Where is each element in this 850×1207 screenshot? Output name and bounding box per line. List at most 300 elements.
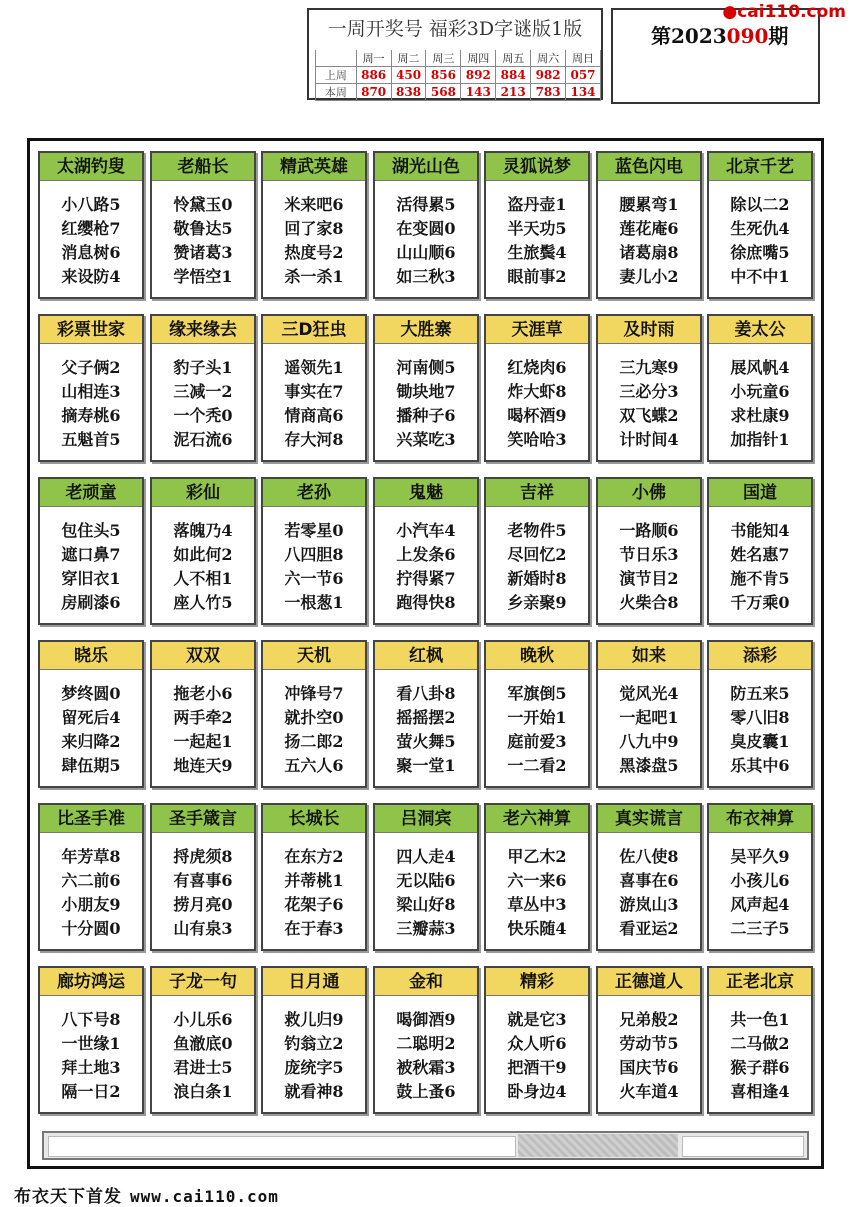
puzzle-line: 热度号2 — [284, 243, 344, 262]
site-logo[interactable] — [720, 0, 850, 26]
puzzle-line: 游岚山3 — [619, 895, 679, 914]
puzzle-card-title: 天涯草 — [486, 316, 588, 344]
puzzle-card — [484, 966, 590, 1114]
draw-number: 450 — [391, 67, 426, 84]
issue-prefix: 第2023 — [651, 24, 727, 48]
puzzle-line: 红烧肉6 — [507, 358, 567, 377]
puzzle-line: 六一来6 — [507, 871, 567, 890]
puzzle-line: 军旗倒5 — [507, 684, 567, 703]
draw-number: 886 — [356, 67, 391, 84]
puzzle-line: 遮口鼻7 — [61, 545, 121, 564]
puzzle-line: 萤火舞5 — [396, 732, 456, 751]
puzzle-card-title: 布衣神算 — [709, 805, 811, 833]
puzzle-line: 风声起4 — [730, 895, 790, 914]
puzzle-line: 在东方2 — [284, 847, 344, 866]
puzzle-card-lines — [375, 519, 477, 615]
puzzle-card-title: 晚秋 — [486, 642, 588, 670]
weekly-draw-title: 一周开奖号 福彩3D字谜版1版 — [327, 18, 583, 40]
puzzle-line: 八四胆8 — [284, 545, 344, 564]
last-week-row — [316, 67, 601, 84]
puzzle-line: 求杜康9 — [730, 406, 790, 425]
puzzle-line: 除以二2 — [730, 195, 790, 214]
puzzle-line: 六二前6 — [61, 871, 121, 890]
puzzle-line: 眼前事2 — [507, 267, 567, 286]
puzzle-line: 并蒂桃1 — [284, 871, 344, 890]
puzzle-card — [707, 314, 813, 462]
puzzle-line: 看亚运2 — [619, 919, 679, 938]
puzzle-card — [484, 477, 590, 625]
puzzle-line: 摘寿桃6 — [61, 406, 121, 425]
puzzle-card-lines — [709, 1008, 811, 1104]
puzzle-card-title: 老六神算 — [486, 805, 588, 833]
puzzle-card-title: 灵狐说梦 — [486, 153, 588, 181]
draw-number: 856 — [426, 67, 461, 84]
puzzle-line: 包住头5 — [61, 521, 121, 540]
puzzle-line: 摇摇摆2 — [396, 708, 456, 727]
puzzle-line: 来归降2 — [61, 732, 121, 751]
puzzle-card-title: 老船长 — [152, 153, 254, 181]
puzzle-card-lines — [709, 519, 811, 615]
puzzle-card-lines — [375, 1008, 477, 1104]
puzzle-card-title: 大胜寨 — [375, 316, 477, 344]
puzzle-line: 红缨枪7 — [61, 219, 121, 238]
puzzle-line: 三必分3 — [619, 382, 679, 401]
puzzle-line: 拜土地3 — [61, 1058, 121, 1077]
puzzle-line: 在变圆0 — [396, 219, 456, 238]
puzzle-card — [373, 803, 479, 951]
puzzle-line: 八九中9 — [619, 732, 679, 751]
puzzle-card-title: 添彩 — [709, 642, 811, 670]
puzzle-line: 救儿归9 — [284, 1010, 344, 1029]
puzzle-card-title: 国道 — [709, 479, 811, 507]
weekly-draw-table — [315, 50, 601, 101]
puzzle-card — [38, 803, 144, 951]
puzzle-card-lines — [152, 356, 254, 452]
puzzle-card-lines — [263, 519, 365, 615]
puzzle-line: 诸葛扇8 — [619, 243, 679, 262]
puzzle-card-lines — [263, 845, 365, 941]
puzzle-card-title: 正老北京 — [709, 968, 811, 996]
puzzle-line: 穿旧衣1 — [61, 569, 121, 588]
footer-text: 布衣天下首发 — [14, 1187, 122, 1207]
puzzle-line: 老物件5 — [507, 521, 567, 540]
puzzle-card-title: 蓝色闪电 — [598, 153, 700, 181]
puzzle-line: 双飞蝶2 — [619, 406, 679, 425]
puzzle-card — [373, 640, 479, 788]
puzzle-line: 共一色1 — [730, 1010, 790, 1029]
puzzle-line: 庞统字5 — [284, 1058, 344, 1077]
puzzle-line: 炸大虾8 — [507, 382, 567, 401]
puzzle-card-title: 吉祥 — [486, 479, 588, 507]
puzzle-card — [596, 151, 702, 299]
day-label: 周一 — [356, 50, 391, 67]
puzzle-line: 众人听6 — [507, 1034, 567, 1053]
puzzle-card-title: 彩仙 — [152, 479, 254, 507]
puzzle-card-lines — [598, 193, 700, 289]
puzzle-line: 兄弟般2 — [619, 1010, 679, 1029]
puzzle-line: 千万乘0 — [730, 593, 790, 612]
puzzle-line: 小孩儿6 — [730, 871, 790, 890]
puzzle-card — [38, 477, 144, 625]
puzzle-line: 情商高6 — [284, 406, 344, 425]
puzzle-card-lines — [263, 1008, 365, 1104]
draw-number: 892 — [461, 67, 496, 84]
puzzle-card-lines — [375, 682, 477, 778]
puzzle-line: 钓翁立2 — [284, 1034, 344, 1053]
puzzle-line: 腰累弯1 — [619, 195, 679, 214]
puzzle-line: 无以陆6 — [396, 871, 456, 890]
puzzle-line: 喝杯酒9 — [507, 406, 567, 425]
puzzle-card-lines — [486, 845, 588, 941]
puzzle-line: 乐其中6 — [730, 756, 790, 775]
puzzle-card — [261, 966, 367, 1114]
day-header-row — [316, 50, 601, 67]
puzzle-card-lines — [598, 1008, 700, 1104]
puzzle-line: 六一节6 — [284, 569, 344, 588]
puzzle-card-title: 天机 — [263, 642, 365, 670]
puzzle-card-lines — [40, 682, 142, 778]
puzzle-card-lines — [486, 193, 588, 289]
row-label: 本周 — [316, 84, 357, 101]
puzzle-line: 二聪明2 — [396, 1034, 456, 1053]
puzzle-line: 小玩童6 — [730, 382, 790, 401]
puzzle-line: 施不肯5 — [730, 569, 790, 588]
draw-number: 057 — [566, 67, 601, 84]
puzzle-line: 扬二郎2 — [284, 732, 344, 751]
puzzle-line: 如此何2 — [173, 545, 233, 564]
puzzle-card-lines — [598, 356, 700, 452]
draw-number: 783 — [531, 84, 566, 101]
puzzle-card-title: 长城长 — [263, 805, 365, 833]
draw-number: 134 — [566, 84, 601, 101]
draw-number: 884 — [496, 67, 531, 84]
puzzle-line: 觉风光4 — [619, 684, 679, 703]
puzzle-line: 卧身边4 — [507, 1082, 567, 1101]
puzzle-card — [484, 151, 590, 299]
puzzle-card — [38, 151, 144, 299]
puzzle-card-lines — [152, 1008, 254, 1104]
puzzle-card-lines — [152, 193, 254, 289]
puzzle-card-lines — [263, 682, 365, 778]
puzzle-card — [150, 477, 256, 625]
logo-text: cai110.com — [737, 2, 846, 22]
puzzle-line: 莲花庵6 — [619, 219, 679, 238]
puzzle-line: 君进士5 — [173, 1058, 233, 1077]
puzzle-card — [596, 803, 702, 951]
puzzle-line: 兴菜吃3 — [396, 430, 456, 449]
footer — [14, 1182, 279, 1207]
day-label: 周三 — [426, 50, 461, 67]
issue-number: 090 — [726, 24, 769, 48]
puzzle-line: 小朋友9 — [61, 895, 121, 914]
puzzle-card — [596, 640, 702, 788]
puzzle-line: 三九寒9 — [619, 358, 679, 377]
puzzle-line: 一根葱1 — [284, 593, 344, 612]
puzzle-card-title: 金和 — [375, 968, 477, 996]
bottom-bar — [42, 1131, 809, 1160]
draw-number: 213 — [496, 84, 531, 101]
puzzle-line: 隔一日2 — [61, 1082, 121, 1101]
puzzle-card — [150, 640, 256, 788]
puzzle-line: 节日乐3 — [619, 545, 679, 564]
day-label: 周六 — [531, 50, 566, 67]
puzzle-card — [484, 640, 590, 788]
puzzle-line: 草丛中3 — [507, 895, 567, 914]
puzzle-line: 地连天9 — [173, 756, 233, 775]
puzzle-card-lines — [486, 356, 588, 452]
puzzle-line: 捞月亮0 — [173, 895, 233, 914]
puzzle-line: 甲乙木2 — [507, 847, 567, 866]
puzzle-line: 拖老小6 — [173, 684, 233, 703]
puzzle-line: 中不中1 — [730, 267, 790, 286]
puzzle-line: 徐庶嘴5 — [730, 243, 790, 262]
puzzle-line: 消息树6 — [61, 243, 121, 262]
puzzle-line: 喜相逢4 — [730, 1082, 790, 1101]
puzzle-board — [27, 138, 824, 1169]
puzzle-line: 拧得紧7 — [396, 569, 456, 588]
puzzle-card — [150, 314, 256, 462]
puzzle-line: 事实在7 — [284, 382, 344, 401]
puzzle-card-title: 如来 — [598, 642, 700, 670]
puzzle-card-lines — [486, 1008, 588, 1104]
puzzle-card — [707, 966, 813, 1114]
puzzle-line: 被秋霜3 — [396, 1058, 456, 1077]
puzzle-line: 演节目2 — [619, 569, 679, 588]
bottom-bar-pattern — [518, 1134, 678, 1157]
puzzle-card-lines — [486, 682, 588, 778]
puzzle-line: 一个秃0 — [173, 406, 233, 425]
puzzle-line: 零八旧8 — [730, 708, 790, 727]
puzzle-line: 浪白条1 — [173, 1082, 233, 1101]
puzzle-line: 米来吧6 — [284, 195, 344, 214]
puzzle-line: 泥石流6 — [173, 430, 233, 449]
puzzle-line: 黑漆盘5 — [619, 756, 679, 775]
puzzle-line: 国庆节6 — [619, 1058, 679, 1077]
puzzle-line: 臭皮囊1 — [730, 732, 790, 751]
puzzle-card-title: 太湖钓叟 — [40, 153, 142, 181]
puzzle-line: 就是它3 — [507, 1010, 567, 1029]
puzzle-card-lines — [152, 519, 254, 615]
day-label: 周四 — [461, 50, 496, 67]
puzzle-card-title: 三D狂虫 — [263, 316, 365, 344]
day-label: 周五 — [496, 50, 531, 67]
puzzle-line: 妻儿小2 — [619, 267, 679, 286]
puzzle-line: 盗丹壶1 — [507, 195, 567, 214]
puzzle-line: 两手牵2 — [173, 708, 233, 727]
puzzle-card — [261, 803, 367, 951]
day-label: 周二 — [391, 50, 426, 67]
puzzle-line: 杀一杀1 — [284, 267, 344, 286]
puzzle-card-lines — [375, 845, 477, 941]
puzzle-card-title: 日月通 — [263, 968, 365, 996]
puzzle-card — [484, 803, 590, 951]
puzzle-card — [707, 803, 813, 951]
puzzle-line: 书能知4 — [730, 521, 790, 540]
puzzle-line: 存大河8 — [284, 430, 344, 449]
puzzle-line: 半天功5 — [507, 219, 567, 238]
puzzle-line: 山相连3 — [61, 382, 121, 401]
puzzle-line: 加指针1 — [730, 430, 790, 449]
puzzle-card — [596, 477, 702, 625]
puzzle-card-lines — [598, 519, 700, 615]
puzzle-line: 锄块地7 — [396, 382, 456, 401]
puzzle-card — [261, 151, 367, 299]
puzzle-card — [373, 314, 479, 462]
puzzle-line: 把酒干9 — [507, 1058, 567, 1077]
puzzle-card — [373, 477, 479, 625]
puzzle-line: 就看神8 — [284, 1082, 344, 1101]
puzzle-line: 怜黛玉0 — [173, 195, 233, 214]
puzzle-line: 赞诸葛3 — [173, 243, 233, 262]
puzzle-line: 来设防4 — [61, 267, 121, 286]
bottom-bar-right-panel — [682, 1136, 804, 1157]
puzzle-line: 学悟空1 — [173, 267, 233, 286]
puzzle-card — [150, 803, 256, 951]
puzzle-line: 五六人6 — [284, 756, 344, 775]
puzzle-card-lines — [40, 356, 142, 452]
puzzle-line: 梁山好8 — [396, 895, 456, 914]
puzzle-line: 若零星0 — [284, 521, 344, 540]
puzzle-card-lines — [152, 845, 254, 941]
puzzle-line: 八下号8 — [61, 1010, 121, 1029]
puzzle-card-lines — [263, 356, 365, 452]
puzzle-card-title: 老顽童 — [40, 479, 142, 507]
puzzle-card — [38, 640, 144, 788]
puzzle-line: 劳动节5 — [619, 1034, 679, 1053]
puzzle-card-lines — [709, 193, 811, 289]
puzzle-card-title: 真实谎言 — [598, 805, 700, 833]
puzzle-card — [373, 966, 479, 1114]
puzzle-line: 四人走4 — [396, 847, 456, 866]
puzzle-card — [707, 151, 813, 299]
puzzle-card — [707, 640, 813, 788]
puzzle-card-lines — [709, 356, 811, 452]
puzzle-line: 一路顺6 — [619, 521, 679, 540]
puzzle-line: 二马做2 — [730, 1034, 790, 1053]
puzzle-card — [261, 477, 367, 625]
puzzle-line: 上发条6 — [396, 545, 456, 564]
puzzle-line: 梦终圆0 — [61, 684, 121, 703]
puzzle-card-lines — [375, 356, 477, 452]
puzzle-line: 聚一堂1 — [396, 756, 456, 775]
puzzle-line: 播种子6 — [396, 406, 456, 425]
puzzle-line: 五魁首5 — [61, 430, 121, 449]
puzzle-line: 山山顺6 — [396, 243, 456, 262]
puzzle-card-lines — [152, 682, 254, 778]
puzzle-line: 猴子群6 — [730, 1058, 790, 1077]
draw-number: 568 — [426, 84, 461, 101]
puzzle-line: 生旅鬓4 — [507, 243, 567, 262]
puzzle-card-title: 彩票世家 — [40, 316, 142, 344]
puzzle-card — [150, 966, 256, 1114]
puzzle-line: 捋虎须8 — [173, 847, 233, 866]
puzzle-card-title: 鬼魅 — [375, 479, 477, 507]
puzzle-card-title: 子龙一句 — [152, 968, 254, 996]
day-label: 周日 — [566, 50, 601, 67]
puzzle-line: 肆伍期5 — [61, 756, 121, 775]
issue-suffix: 期 — [768, 24, 789, 48]
puzzle-card-lines — [375, 193, 477, 289]
puzzle-line: 如三秋3 — [396, 267, 456, 286]
puzzle-line: 尽回忆2 — [507, 545, 567, 564]
puzzle-card-lines — [598, 682, 700, 778]
puzzle-card-title: 吕洞宾 — [375, 805, 477, 833]
puzzle-line: 人不相1 — [173, 569, 233, 588]
puzzle-card — [373, 151, 479, 299]
puzzle-line: 一开始1 — [507, 708, 567, 727]
weekly-draw-box — [307, 8, 603, 100]
puzzle-card-title: 圣手箴言 — [152, 805, 254, 833]
puzzle-card-title: 廊坊鸿运 — [40, 968, 142, 996]
puzzle-card-lines — [598, 845, 700, 941]
draw-number: 143 — [461, 84, 496, 101]
puzzle-card-title: 正德道人 — [598, 968, 700, 996]
puzzle-card-title: 及时雨 — [598, 316, 700, 344]
puzzle-line: 生死仇4 — [730, 219, 790, 238]
puzzle-line: 在于春3 — [284, 919, 344, 938]
puzzle-card-title: 精彩 — [486, 968, 588, 996]
puzzle-line: 计时间4 — [619, 430, 679, 449]
puzzle-card — [150, 151, 256, 299]
puzzle-line: 三减一2 — [173, 382, 233, 401]
logo-dot-icon: ● — [722, 2, 738, 22]
puzzle-line: 小八路5 — [61, 195, 121, 214]
puzzle-card-lines — [709, 682, 811, 778]
puzzle-card — [38, 966, 144, 1114]
puzzle-line: 回了家8 — [284, 219, 344, 238]
this-week-row — [316, 84, 601, 101]
corner-cell — [316, 50, 357, 67]
puzzle-line: 豹子头1 — [173, 358, 233, 377]
puzzle-line: 落魄乃4 — [173, 521, 233, 540]
puzzle-card-lines — [709, 845, 811, 941]
puzzle-line: 佐八使8 — [619, 847, 679, 866]
footer-url[interactable]: www.cai110.com — [130, 1187, 279, 1206]
puzzle-line: 姓名惠7 — [730, 545, 790, 564]
puzzle-line: 山有泉3 — [173, 919, 233, 938]
puzzle-card — [596, 314, 702, 462]
puzzle-line: 一起起1 — [173, 732, 233, 751]
puzzle-card-title: 小佛 — [598, 479, 700, 507]
puzzle-line: 敬鲁达5 — [173, 219, 233, 238]
puzzle-card-title: 湖光山色 — [375, 153, 477, 181]
draw-number: 982 — [531, 67, 566, 84]
puzzle-line: 新婚时8 — [507, 569, 567, 588]
puzzle-card — [707, 477, 813, 625]
puzzle-line: 乡亲聚9 — [507, 593, 567, 612]
puzzle-card-title: 老孙 — [263, 479, 365, 507]
puzzle-line: 一世缘1 — [61, 1034, 121, 1053]
puzzle-line: 吴平久9 — [730, 847, 790, 866]
puzzle-line: 有喜事6 — [173, 871, 233, 890]
puzzle-line: 年芳草8 — [61, 847, 121, 866]
puzzle-card-title: 晓乐 — [40, 642, 142, 670]
puzzle-card-lines — [40, 845, 142, 941]
puzzle-card-title: 比圣手准 — [40, 805, 142, 833]
puzzle-line: 十分圆0 — [61, 919, 121, 938]
puzzle-line: 一二看2 — [507, 756, 567, 775]
puzzle-card-title: 北京千艺 — [709, 153, 811, 181]
puzzle-line: 河南侧5 — [396, 358, 456, 377]
puzzle-line: 活得累5 — [396, 195, 456, 214]
puzzle-line: 庭前爱3 — [507, 732, 567, 751]
puzzle-line: 冲锋号7 — [284, 684, 344, 703]
puzzle-card-lines — [40, 1008, 142, 1104]
puzzle-line: 遥领先1 — [284, 358, 344, 377]
puzzle-line: 笑哈哈3 — [507, 430, 567, 449]
puzzle-line: 鱼澈底0 — [173, 1034, 233, 1053]
puzzle-card-title: 双双 — [152, 642, 254, 670]
